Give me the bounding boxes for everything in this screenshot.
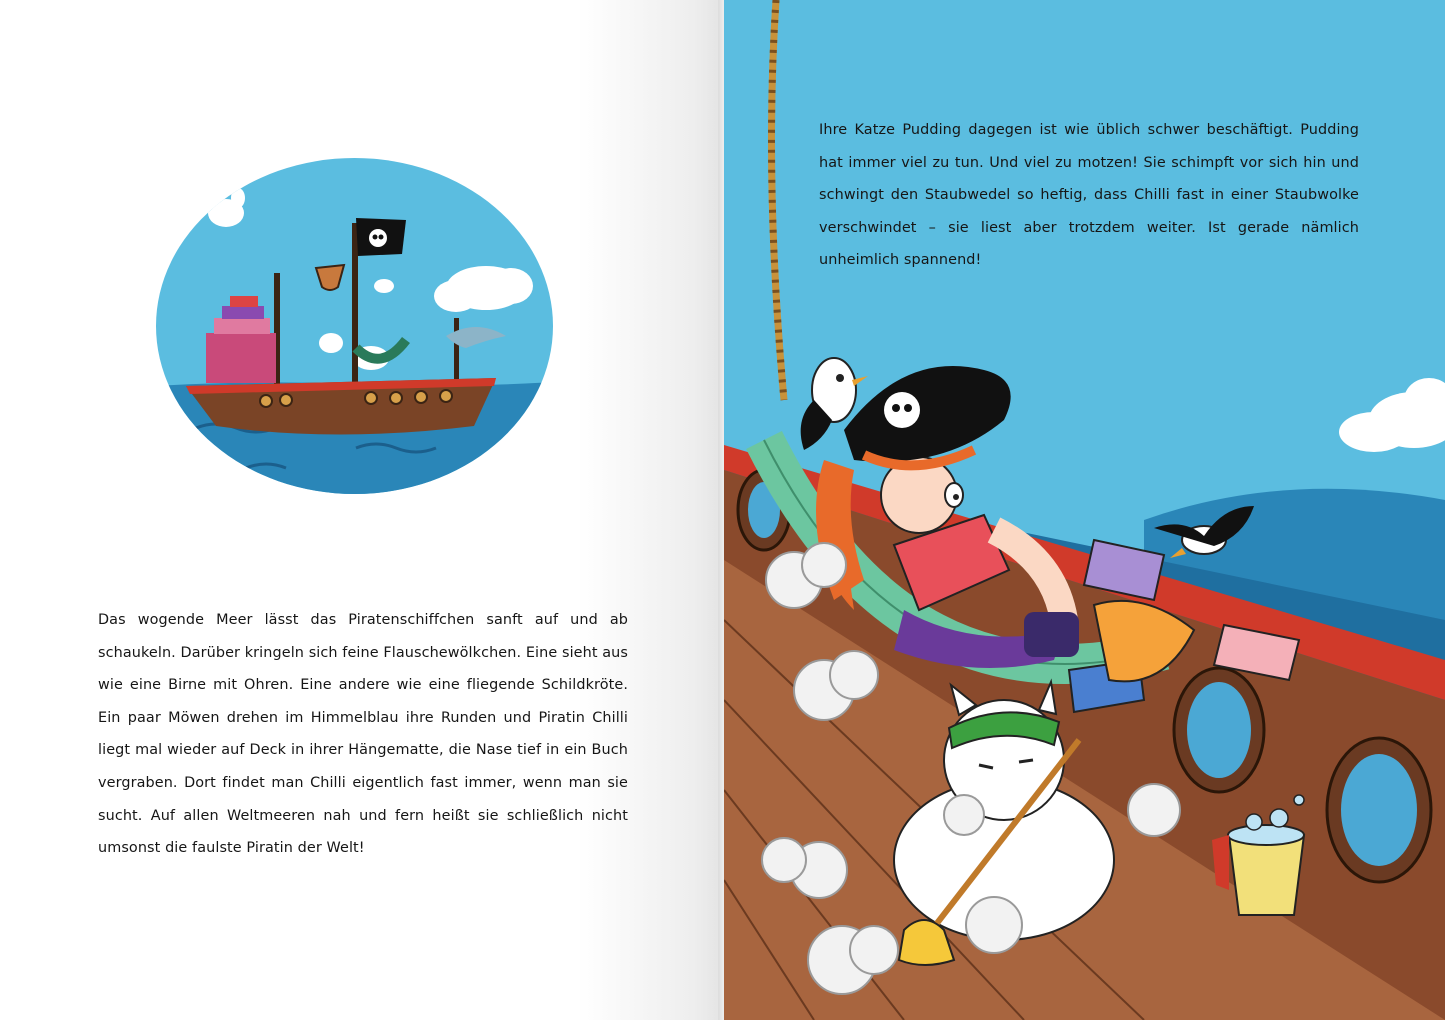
left-story-paragraph: Das wogende Meer lässt das Piratenschiffchen sanft auf und ab schaukeln. Darüber kringeln sich feine Flauschewölkchen. Eine sieht aus wie eine Birne mit Ohren. Eine andere wie eine fliegende Schildkröte. Ein paar Möwen drehen im Himmelblau ihre Runden und Piratin Chilli liegt mal wieder auf Deck in ihrer Hängematte, die Nase tief in ein Buch vergraben. Dort findet man Chilli eigentlich fast immer, wenn man sie sucht. Auf allen Weltmeeren nah und fern heißt sie schließlich nicht umsonst die faulste Piratin der Welt! (98, 612, 628, 857)
left-page (0, 0, 722, 1020)
right-story-paragraph: Ihre Katze Pudding dagegen ist wie üblich schwer beschäftigt. Pudding hat immer viel zu tun. Und viel zu motzen! Sie schimpft vor sich hin und schwingt den Staubwedel so heftig, dass Chilli fast in einer Staubwolke verschwindet – sie liest aber trotzdem weiter. Ist gerade nämlich unheimlich spannend! (819, 122, 1359, 269)
ship-vignette-illustration (156, 158, 553, 494)
right-page (724, 0, 1445, 1020)
